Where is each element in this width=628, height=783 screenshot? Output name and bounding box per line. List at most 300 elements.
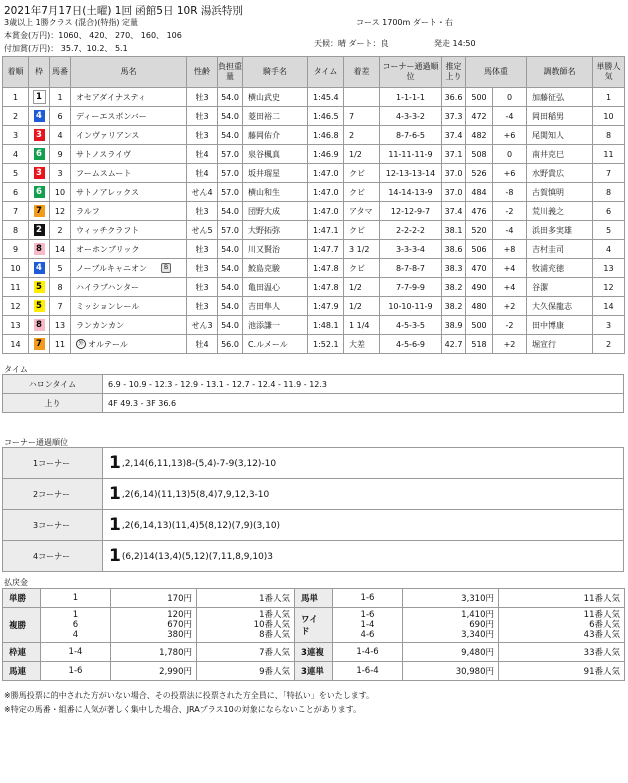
waku-cell [29, 240, 50, 259]
time-cell: 1:47.9 [308, 297, 344, 316]
jockey-cell: 菱田裕二 [243, 107, 308, 126]
sex-age-cell: 牡3 [187, 88, 218, 107]
halon-row [3, 375, 624, 394]
rank-cell: 6 [3, 183, 29, 202]
payout-amount: 2,990円 [111, 662, 197, 681]
payout-amount: 170円 [111, 589, 197, 608]
payout-combo: 1 6 4 [41, 608, 111, 643]
waku-cell [29, 316, 50, 335]
corners-cell: 14-14-13-9 [380, 183, 442, 202]
body-weight-cell: 482 [466, 126, 493, 145]
col-time: タイム [308, 57, 344, 88]
agari-cell: 37.1 [442, 145, 466, 164]
col-jockey: 騎手名 [243, 57, 308, 88]
sex-age-cell: せん4 [187, 183, 218, 202]
horse-name: インヴァリアンス [76, 130, 140, 140]
body-weight-cell: 508 [466, 145, 493, 164]
weight-diff-cell: +4 [493, 259, 527, 278]
weight-cell: 54.0 [218, 316, 243, 335]
weight-diff-cell: +2 [493, 297, 527, 316]
trainer-cell: 尾関知人 [527, 126, 593, 145]
popularity-cell: 5 [593, 221, 625, 240]
horse-name: サトノアレックス [76, 187, 140, 197]
horse-number-cell: 10 [50, 183, 71, 202]
table-row [3, 278, 625, 297]
horse-name: ミッションレール [76, 301, 140, 311]
corner-row [3, 541, 624, 572]
horse-name-cell [71, 297, 187, 316]
payout-popularity: 9番人気 [197, 662, 295, 681]
corners-cell: 2-2-2-2 [380, 221, 442, 240]
jockey-cell: 川又賢治 [243, 240, 308, 259]
jockey-cell: 泉谷楓真 [243, 145, 308, 164]
blinker-icon: B [161, 263, 171, 273]
corners-cell: 10-10-11-9 [380, 297, 442, 316]
horse-number-cell: 1 [50, 88, 71, 107]
waku-cell [29, 221, 50, 240]
jockey-cell: C.ルメール [243, 335, 308, 354]
table-row [3, 221, 625, 240]
time-cell: 1:47.0 [308, 202, 344, 221]
results-table [2, 56, 625, 354]
waku-cell [29, 259, 50, 278]
weight-diff-cell: +2 [493, 335, 527, 354]
trainer-cell: 大久保龍志 [527, 297, 593, 316]
payout-popularity: 7番人気 [197, 643, 295, 662]
popularity-cell: 7 [593, 164, 625, 183]
col-trainer: 調教師名 [527, 57, 593, 88]
agari-cell: 37.0 [442, 183, 466, 202]
payout-table [2, 588, 625, 681]
margin-cell: 大差 [344, 335, 380, 354]
payout-amount: 30,980円 [403, 662, 499, 681]
col-corners: コーナー通過順位 [380, 57, 442, 88]
table-row [3, 164, 625, 183]
waku-badge: 5 [34, 281, 45, 293]
payout-combo: 1-4-6 [333, 643, 403, 662]
agari-cell: 37.0 [442, 164, 466, 183]
horse-name: ランカンカン [76, 320, 124, 330]
jockey-cell: 亀田温心 [243, 278, 308, 297]
col-body-weight: 馬体重 [466, 57, 527, 88]
rank-cell: 12 [3, 297, 29, 316]
payout-type-wide: ワイド [295, 608, 333, 643]
trainer-cell: 加藤征弘 [527, 88, 593, 107]
payout-row [3, 589, 625, 608]
horse-name-cell [71, 88, 187, 107]
sex-age-cell: 牡4 [187, 145, 218, 164]
corner-lead-horse: 1 [109, 453, 121, 473]
payout-combo: 1-4 [41, 643, 111, 662]
horse-name-cell [71, 259, 187, 278]
time-cell: 1:46.9 [308, 145, 344, 164]
horse-name: ハイラブハンター [76, 282, 140, 292]
horse-name-cell [71, 164, 187, 183]
payout-popularity: 1番人気 [197, 589, 295, 608]
time-cell: 1:45.4 [308, 88, 344, 107]
agari-cell: 36.6 [442, 88, 466, 107]
horse-number-cell: 9 [50, 145, 71, 164]
table-row [3, 335, 625, 354]
corner-order [103, 510, 624, 541]
weight-diff-cell: 0 [493, 88, 527, 107]
corner-label: 4コーナー [3, 541, 103, 572]
horse-name: オセアダイナスティ [76, 92, 146, 102]
col-margin: 着差 [344, 57, 380, 88]
corner-order-rest: ,2(6,14)(11,13)5(8,4)7,9,12,3-10 [121, 490, 270, 500]
table-row [3, 126, 625, 145]
table-row [3, 88, 625, 107]
waku-badge: 6 [34, 148, 45, 160]
weight-diff-cell: -2 [493, 316, 527, 335]
payout-combo: 1-6 [333, 589, 403, 608]
weight-cell: 54.0 [218, 126, 243, 145]
horse-number-cell: 11 [50, 335, 71, 354]
time-cell: 1:47.8 [308, 259, 344, 278]
waku-badge: 6 [34, 186, 45, 198]
horse-number-cell: 6 [50, 107, 71, 126]
rank-cell: 7 [3, 202, 29, 221]
rank-cell: 14 [3, 335, 29, 354]
sex-age-cell: せん5 [187, 221, 218, 240]
payout-type-wakuren: 枠連 [3, 643, 41, 662]
payout-amount: 9,480円 [403, 643, 499, 662]
trainer-cell: 古賀慎明 [527, 183, 593, 202]
rank-cell: 10 [3, 259, 29, 278]
weight-diff-cell: +6 [493, 164, 527, 183]
trainer-cell: 田中博康 [527, 316, 593, 335]
time-cell: 1:46.8 [308, 126, 344, 145]
added-prize: 付加賞(万円)： 35.7、10.2、 5.1 [4, 44, 128, 53]
rank-cell: 5 [3, 164, 29, 183]
payout-type-fukusho: 複勝 [3, 608, 41, 643]
waku-badge: 4 [34, 110, 45, 122]
time-cell: 1:52.1 [308, 335, 344, 354]
margin-cell: アタマ [344, 202, 380, 221]
payout-amount: 3,310円 [403, 589, 499, 608]
margin-cell: 3 1/2 [344, 240, 380, 259]
laps-table [2, 374, 624, 413]
col-agari: 推定上り [442, 57, 466, 88]
corner-order-rest: (6,2)14(13,4)(5,12)(7,11,8,9,10)3 [121, 552, 274, 562]
corner-row [3, 510, 624, 541]
body-weight-cell: 518 [466, 335, 493, 354]
course-info: コース 1700m ダート・右 [356, 18, 453, 27]
corners-cell: 8-7-6-5 [380, 126, 442, 145]
payout-type-sanrenpuku: 3連複 [295, 643, 333, 662]
popularity-cell: 12 [593, 278, 625, 297]
horse-name-cell [71, 335, 187, 354]
agari-cell: 42.7 [442, 335, 466, 354]
trainer-cell: 岡田稲男 [527, 107, 593, 126]
horse-number-cell: 14 [50, 240, 71, 259]
trainer-cell: 牧浦充徳 [527, 259, 593, 278]
rank-cell: 9 [3, 240, 29, 259]
body-weight-cell: 506 [466, 240, 493, 259]
weight-cell: 54.0 [218, 202, 243, 221]
time-cell: 1:47.7 [308, 240, 344, 259]
payout-combo: 1-6 1-4 4-6 [333, 608, 403, 643]
horse-number-cell: 8 [50, 278, 71, 297]
weight-diff-cell: 0 [493, 145, 527, 164]
horse-name-cell [71, 278, 187, 297]
margin-cell: 2 [344, 126, 380, 145]
agari-cell: 38.2 [442, 278, 466, 297]
body-weight-cell: 472 [466, 107, 493, 126]
payout-type-sanrentan: 3連単 [295, 662, 333, 681]
corners-cell: 12-13-13-14 [380, 164, 442, 183]
col-weight: 負担重量 [218, 57, 243, 88]
corner-label: 3コーナー [3, 510, 103, 541]
payout-combo: 1-6-4 [333, 662, 403, 681]
payout-section-label: 払戻金 [4, 578, 28, 587]
table-row [3, 297, 625, 316]
agari-cell: 38.9 [442, 316, 466, 335]
weight-diff-cell: +4 [493, 278, 527, 297]
time-cell: 1:47.1 [308, 221, 344, 240]
start-time: 発走 14:50 [434, 39, 476, 48]
weight-diff-cell: +6 [493, 126, 527, 145]
payout-amount: 1,780円 [111, 643, 197, 662]
agari-label: 上り [3, 394, 103, 413]
col-sex-age: 性齢 [187, 57, 218, 88]
time-cell: 1:46.5 [308, 107, 344, 126]
horse-name-cell [71, 126, 187, 145]
payout-type-umaren: 馬連 [3, 662, 41, 681]
body-weight-cell: 480 [466, 297, 493, 316]
table-row [3, 202, 625, 221]
weight-cell: 54.0 [218, 278, 243, 297]
col-name: 馬名 [71, 57, 187, 88]
corner-lead-horse: 1 [109, 546, 121, 566]
time-cell: 1:47.0 [308, 164, 344, 183]
corners-cell: 4-3-3-2 [380, 107, 442, 126]
sex-age-cell: 牡3 [187, 297, 218, 316]
payout-combo: 1-6 [41, 662, 111, 681]
payout-popularity: 33番人気 [499, 643, 625, 662]
rank-cell: 3 [3, 126, 29, 145]
agari-cell: 37.4 [442, 202, 466, 221]
body-weight-cell: 476 [466, 202, 493, 221]
table-row [3, 240, 625, 259]
payout-amount: 1,410円 690円 3,340円 [403, 608, 499, 643]
waku-cell [29, 126, 50, 145]
rank-cell: 4 [3, 145, 29, 164]
weight-cell: 57.0 [218, 183, 243, 202]
body-weight-cell: 500 [466, 88, 493, 107]
popularity-cell: 8 [593, 126, 625, 145]
rank-cell: 2 [3, 107, 29, 126]
halon-times: 6.9 - 10.9 - 12.3 - 12.9 - 13.1 - 12.7 - 12.4 - 11.9 - 12.3 [103, 375, 624, 394]
sex-age-cell: せん3 [187, 316, 218, 335]
corner-order [103, 541, 624, 572]
corners-cell: 1-1-1-1 [380, 88, 442, 107]
margin-cell: クビ [344, 164, 380, 183]
table-row [3, 183, 625, 202]
margin-cell: 1 1/4 [344, 316, 380, 335]
horse-number-cell: 3 [50, 164, 71, 183]
rank-cell: 1 [3, 88, 29, 107]
corner-label: 2コーナー [3, 479, 103, 510]
waku-cell [29, 145, 50, 164]
horse-number-cell: 5 [50, 259, 71, 278]
corner-order [103, 479, 624, 510]
corners-cell: 12-12-9-7 [380, 202, 442, 221]
trainer-cell: 水野貴広 [527, 164, 593, 183]
agari-cell: 38.3 [442, 259, 466, 278]
horse-number-cell: 12 [50, 202, 71, 221]
waku-cell [29, 278, 50, 297]
waku-badge: 1 [33, 90, 46, 104]
col-num: 馬番 [50, 57, 71, 88]
waku-cell [29, 164, 50, 183]
weight-cell: 54.0 [218, 240, 243, 259]
payout-popularity: 11番人気 [499, 589, 625, 608]
col-waku: 枠 [29, 57, 50, 88]
horse-number-cell: 2 [50, 221, 71, 240]
horse-number-cell: 13 [50, 316, 71, 335]
trainer-cell: 荒川義之 [527, 202, 593, 221]
waku-badge: 4 [34, 262, 45, 274]
waku-cell [29, 335, 50, 354]
body-weight-cell: 520 [466, 221, 493, 240]
body-weight-cell: 484 [466, 183, 493, 202]
waku-cell [29, 297, 50, 316]
note-2: ※特定の馬番・組番に人気が著しく集中した場合、JRAプラス10の対象にならないことがあります。 [4, 705, 362, 714]
waku-badge: 8 [34, 243, 45, 255]
horse-name: ラルフ [76, 206, 100, 216]
horse-name-cell [71, 183, 187, 202]
trainer-cell: 吉村圭司 [527, 240, 593, 259]
popularity-cell: 3 [593, 316, 625, 335]
payout-type-umatan: 馬単 [295, 589, 333, 608]
jockey-cell: 横山武史 [243, 88, 308, 107]
weight-diff-cell: -2 [493, 202, 527, 221]
horse-name-cell [71, 221, 187, 240]
waku-badge: 7 [34, 338, 45, 350]
waku-cell [29, 202, 50, 221]
payout-amount: 120円 670円 380円 [111, 608, 197, 643]
sex-age-cell: 牡3 [187, 278, 218, 297]
payout-row [3, 643, 625, 662]
table-row [3, 145, 625, 164]
sex-age-cell: 牡3 [187, 240, 218, 259]
waku-badge: 8 [34, 319, 45, 331]
rank-cell: 8 [3, 221, 29, 240]
waku-badge: 7 [34, 205, 45, 217]
corner-lead-horse: 1 [109, 484, 121, 504]
jockey-cell: 坂井瑠星 [243, 164, 308, 183]
horse-number-cell: 7 [50, 297, 71, 316]
body-weight-cell: 470 [466, 259, 493, 278]
weight-diff-cell: -4 [493, 107, 527, 126]
corners-cell: 4-5-3-5 [380, 316, 442, 335]
foreign-horse-icon: 外 [76, 339, 86, 349]
agari-row [3, 394, 624, 413]
agari-cell: 37.3 [442, 107, 466, 126]
corner-row [3, 448, 624, 479]
trainer-cell: 堀宣行 [527, 335, 593, 354]
jockey-cell: 鮫島克駿 [243, 259, 308, 278]
horse-name-cell [71, 202, 187, 221]
corner-order [103, 448, 624, 479]
table-row [3, 259, 625, 278]
waku-badge: 3 [34, 167, 45, 179]
jockey-cell: 池添謙一 [243, 316, 308, 335]
horse-name: オルテール [88, 339, 128, 349]
popularity-cell: 8 [593, 183, 625, 202]
col-rank: 着順 [3, 57, 29, 88]
margin-cell: クビ [344, 221, 380, 240]
corner-label: 1コーナー [3, 448, 103, 479]
weight-cell: 57.0 [218, 145, 243, 164]
prize-money: 本賞金(万円)：1060、 420、 270、 160、 106 [4, 31, 182, 40]
race-title: 2021年7月17日(土曜) 1回 函館5日 10R 湯浜特別 [4, 5, 243, 17]
body-weight-cell: 500 [466, 316, 493, 335]
payout-popularity: 11番人気 6番人気 43番人気 [499, 608, 625, 643]
sex-age-cell: 牡3 [187, 107, 218, 126]
corner-order-rest: ,2(6,14,13)(11,4)5(8,12)(7,9)(3,10) [121, 521, 281, 531]
body-weight-cell: 490 [466, 278, 493, 297]
horse-name-cell [71, 316, 187, 335]
horse-name-cell [71, 240, 187, 259]
rank-cell: 13 [3, 316, 29, 335]
corners-cell: 7-7-9-9 [380, 278, 442, 297]
payout-combo: 1 [41, 589, 111, 608]
weather-track: 天候：晴 ダート：良 [314, 39, 389, 48]
results-body [3, 88, 625, 354]
horse-name-cell [71, 145, 187, 164]
horse-name: オーホンブリック [76, 244, 140, 254]
weight-cell: 54.0 [218, 88, 243, 107]
corner-order-rest: ,2,14(6,11,13)8-(5,4)-7-9(3,12)-10 [121, 459, 277, 469]
time-cell: 1:47.8 [308, 278, 344, 297]
sex-age-cell: 牡4 [187, 335, 218, 354]
agari-cell: 37.4 [442, 126, 466, 145]
horse-name: フームスムート [76, 168, 132, 178]
agari-cell: 38.6 [442, 240, 466, 259]
horse-name-cell [71, 107, 187, 126]
margin-cell: 1/2 [344, 145, 380, 164]
weight-diff-cell: -4 [493, 221, 527, 240]
jockey-cell: 藤岡佑介 [243, 126, 308, 145]
corner-row [3, 479, 624, 510]
waku-badge: 5 [34, 300, 45, 312]
trainer-cell: 浜田多実雄 [527, 221, 593, 240]
race-conditions: 3歳以上 1勝クラス (混合)(特指) 定量 [4, 18, 139, 27]
table-row [3, 316, 625, 335]
trainer-cell: 南井克巳 [527, 145, 593, 164]
body-weight-cell: 526 [466, 164, 493, 183]
weight-cell: 56.0 [218, 335, 243, 354]
sex-age-cell: 牡4 [187, 164, 218, 183]
payout-row [3, 608, 625, 643]
results-header-row [3, 57, 625, 88]
margin-cell [344, 88, 380, 107]
jockey-cell: 団野大成 [243, 202, 308, 221]
horse-name: ノーブルキャニオン [76, 263, 148, 273]
weight-cell: 54.0 [218, 259, 243, 278]
payout-popularity: 91番人気 [499, 662, 625, 681]
rank-cell: 11 [3, 278, 29, 297]
horse-name: サトノスライヴ [76, 149, 131, 159]
trainer-cell: 谷潔 [527, 278, 593, 297]
payout-row [3, 662, 625, 681]
table-row [3, 107, 625, 126]
margin-cell: クビ [344, 183, 380, 202]
weight-diff-cell: -8 [493, 183, 527, 202]
waku-cell [29, 183, 50, 202]
